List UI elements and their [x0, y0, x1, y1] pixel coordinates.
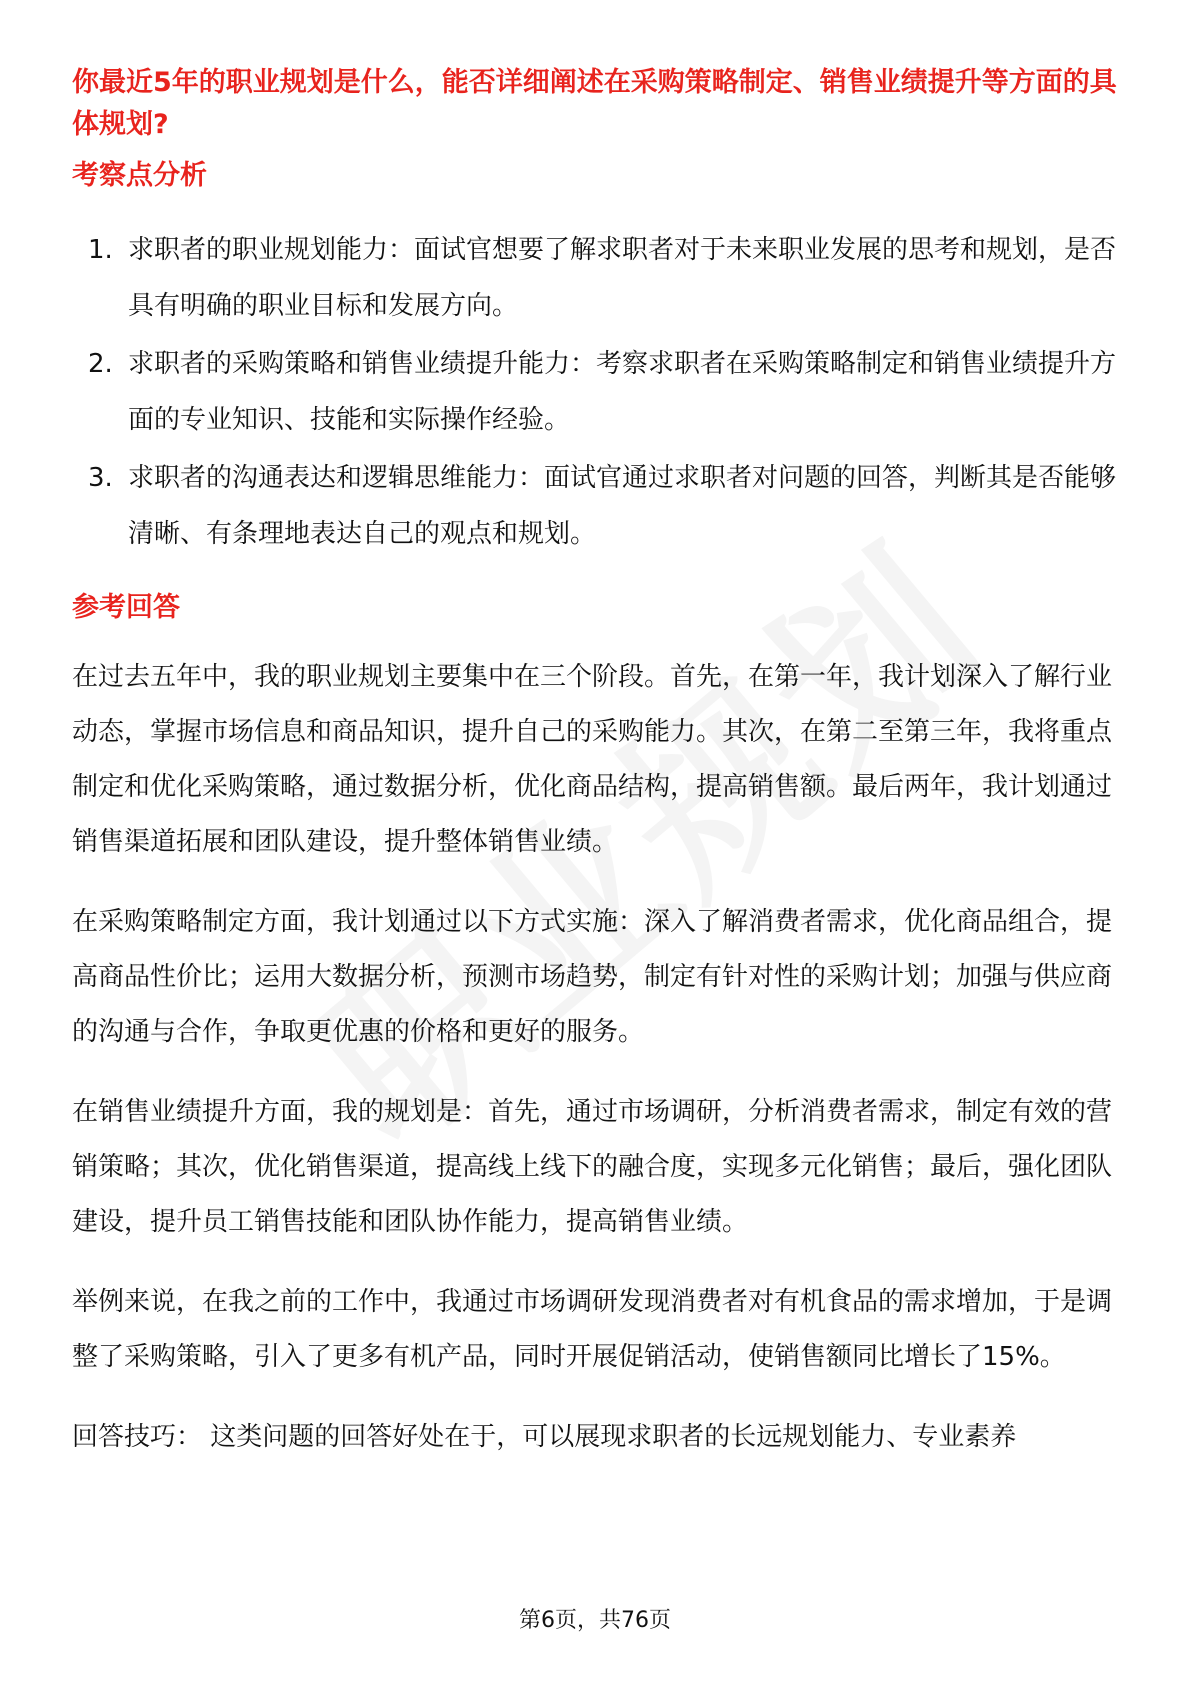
answer-paragraph: 在销售业绩提升方面，我的规划是：首先，通过市场调研，分析消费者需求，制定有效的营销策略；其次，优化销售渠道，提高线上线下的融合度，实现多元化销售；最后，强化团队建设，提升员工销售技能和团队协作能力，提高销售业绩。 [72, 1097, 1113, 1237]
analysis-item [72, 222, 1122, 334]
answer-section-title: 参考回答 [72, 592, 180, 623]
answer-tips-paragraph: 回答技巧： 这类问题的回答好处在于，可以展现求职者的长远规划能力、专业素养 [72, 1422, 1017, 1452]
analysis-item [72, 450, 1122, 562]
list-number: 3. [88, 463, 113, 493]
answer-paragraph: 举例来说，在我之前的工作中，我通过市场调研发现消费者对有机食品的需求增加，于是调整了采购策略，引入了更多有机产品，同时开展促销活动，使销售额同比增长了15%。 [72, 1287, 1113, 1372]
list-number: 2. [88, 349, 113, 379]
analysis-item-text: 求职者的沟通表达和逻辑思维能力：面试官通过求职者对问题的回答，判断其是否能够清晰、有条理地表达自己的观点和规划。 [128, 463, 1117, 549]
answer-paragraph: 在采购策略制定方面，我计划通过以下方式实施：深入了解消费者需求，优化商品组合，提高商品性价比；运用大数据分析，预测市场趋势，制定有针对性的采购计划；加强与供应商的沟通与合作，争取更优惠的价格和更好的服务。 [72, 907, 1113, 1047]
analysis-section-title: 考察点分析 [72, 160, 207, 191]
page-number-footer: 第6页，共76页 [519, 1608, 671, 1633]
analysis-item [72, 336, 1122, 448]
question-heading: 你最近5年的职业规划是什么，能否详细阐述在采购策略制定、销售业绩提升等方面的具体规划? [72, 67, 1117, 140]
document-body [72, 62, 1122, 1465]
analysis-list [72, 222, 1122, 562]
analysis-item-text: 求职者的职业规划能力：面试官想要了解求职者对于未来职业发展的思考和规划，是否具有明确的职业目标和发展方向。 [128, 235, 1117, 321]
analysis-item-text: 求职者的采购策略和销售业绩提升能力：考察求职者在采购策略制定和销售业绩提升方面的专业知识、技能和实际操作经验。 [128, 349, 1117, 435]
answer-paragraph: 在过去五年中，我的职业规划主要集中在三个阶段。首先，在第一年，我计划深入了解行业动态，掌握市场信息和商品知识，提升自己的采购能力。其次，在第二至第三年，我将重点制定和优化采购策略，通过数据分析，优化商品结构，提高销售额。最后两年，我计划通过销售渠道拓展和团队建设，提升整体销售业绩。 [72, 662, 1113, 857]
list-number: 1. [88, 235, 113, 265]
